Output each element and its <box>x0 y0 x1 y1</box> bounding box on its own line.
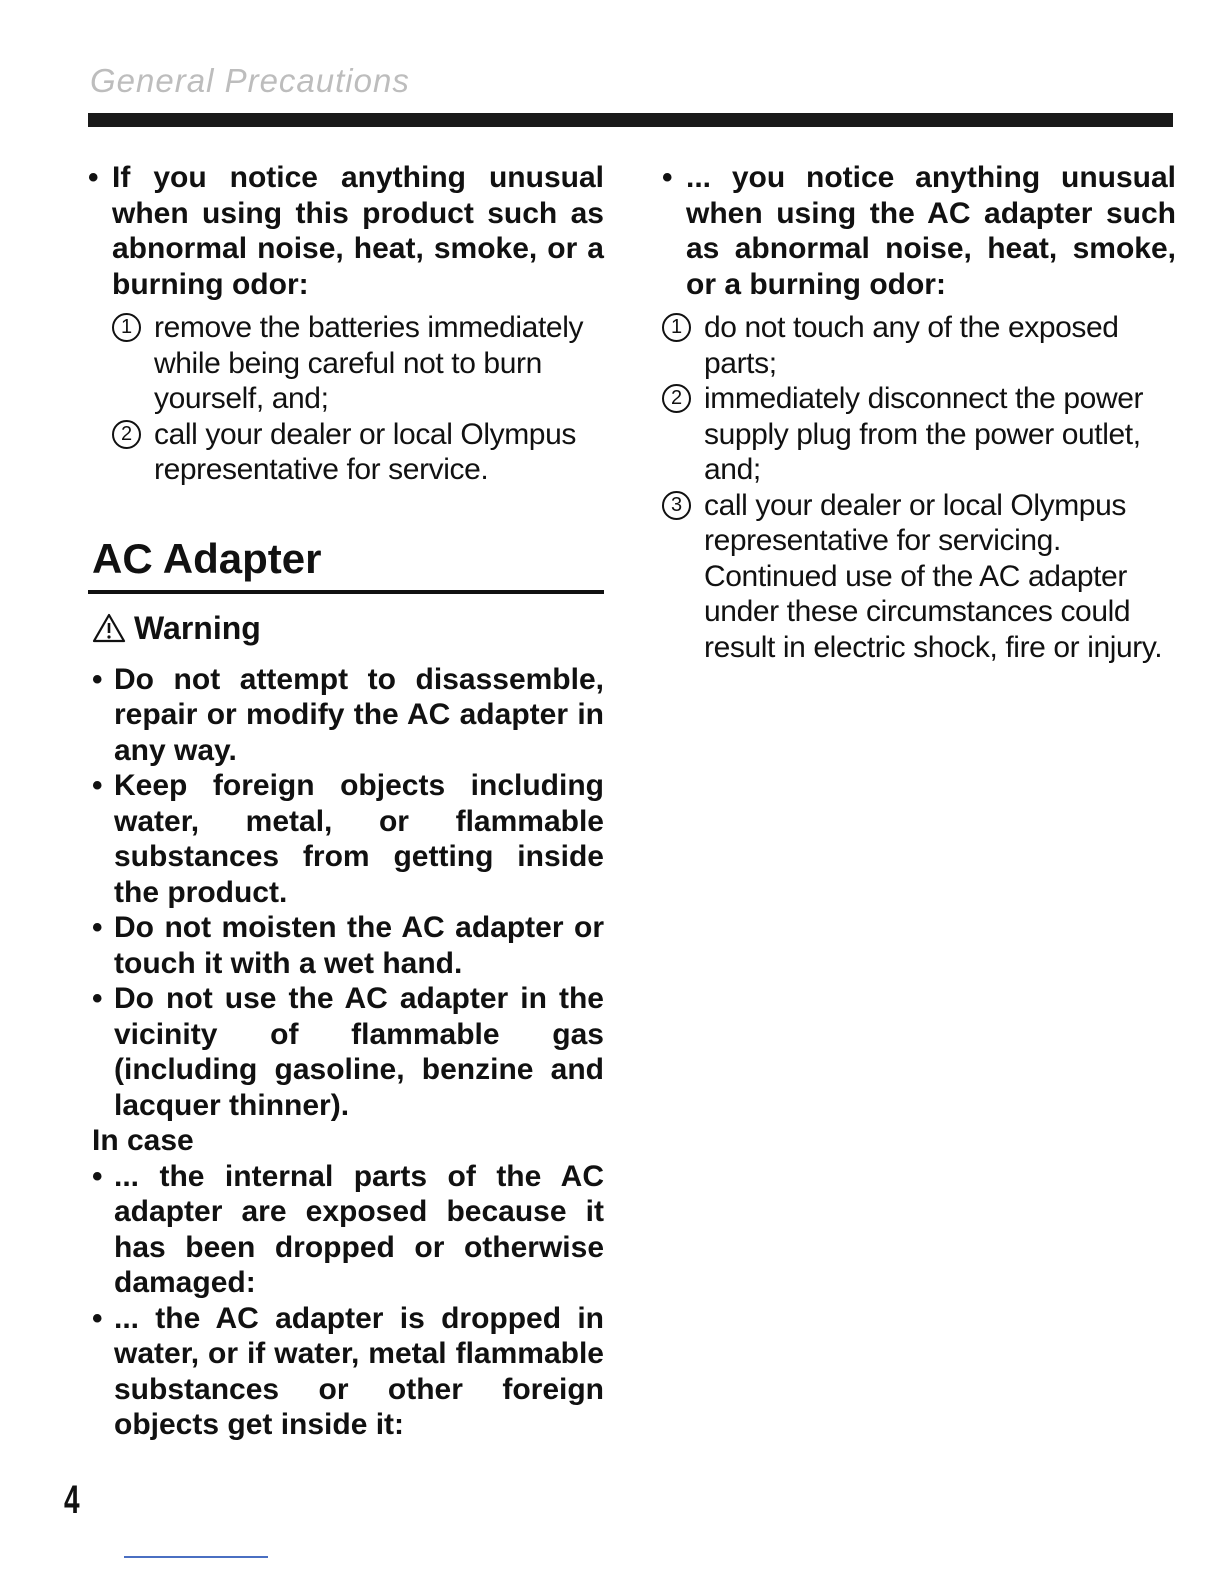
step-item <box>662 488 1176 666</box>
step-text: call your dealer or local Olympus representative for servicing. Continued use of the AC adapter under these circumstances could result in electric shock, fire or injury. <box>704 488 1163 664</box>
bullet: • <box>92 662 103 696</box>
step-item <box>662 310 1176 381</box>
in-case-item <box>88 1301 604 1443</box>
step-list <box>662 310 1176 665</box>
left-column <box>88 160 604 1443</box>
step-item <box>88 310 604 417</box>
intro-text: ... you notice anything unusual when using the AC adapter such as abnormal noise, heat, smoke, or a burning odor: <box>686 161 1176 301</box>
page-header-title: General Precautions <box>90 62 410 99</box>
warning-item <box>88 981 604 1123</box>
in-case-text: ... the AC adapter is dropped in water, or if water, metal flammable substances or other foreign objects get inside it: <box>114 1301 604 1441</box>
section-title: AC Adapter <box>88 534 604 594</box>
bullet: • <box>662 161 673 194</box>
intro-paragraph <box>662 160 1176 302</box>
warning-list <box>88 662 604 1443</box>
in-case-text: ... the internal parts of the AC adapter are exposed because it has been dropped or otherwise damaged: <box>114 1159 604 1299</box>
step-text: do not touch any of the exposed parts; <box>704 311 1119 380</box>
bullet: • <box>92 911 103 944</box>
step-text: immediately disconnect the power supply plug from the power outlet, and; <box>704 382 1144 486</box>
page-number: 4 <box>64 1478 80 1522</box>
bullet: • <box>92 1159 103 1193</box>
warning-text: Do not use the AC adapter in the vicinity of flammable gas (including gasoline, benzine and lacquer thinner). <box>114 982 604 1122</box>
bullet: • <box>92 982 103 1015</box>
intro-paragraph <box>88 160 604 302</box>
bottom-rule <box>124 1556 268 1558</box>
circled-number: 2 <box>112 420 141 449</box>
warning-item <box>88 662 604 769</box>
right-column <box>662 160 1176 665</box>
circled-number: 2 <box>662 384 691 413</box>
warning-text: Do not moisten the AC adapter or touch it with a wet hand. <box>114 911 604 980</box>
warning-triangle-icon <box>92 613 126 643</box>
intro-text: If you notice anything unusual when using this product such as abnormal noise, heat, smoke, or a burning odor: <box>112 161 604 301</box>
warning-text: Do not attempt to disassemble, repair or modify the AC adapter in any way. <box>114 662 604 767</box>
step-list <box>88 310 604 488</box>
step-item <box>88 417 604 488</box>
circled-number: 1 <box>112 313 141 342</box>
warning-heading <box>88 608 604 648</box>
circled-number: 3 <box>662 491 691 520</box>
bullet: • <box>88 161 99 194</box>
warning-item <box>88 910 604 981</box>
bullet: • <box>92 1301 103 1335</box>
warning-item <box>88 768 604 910</box>
bullet: • <box>92 769 103 802</box>
step-text: remove the batteries immediately while being careful not to burn yourself, and; <box>154 311 584 415</box>
circled-number: 1 <box>662 313 691 342</box>
header-rule <box>88 113 1173 127</box>
in-case-label: In case <box>92 1124 194 1157</box>
step-text: call your dealer or local Olympus representative for service. <box>154 417 576 486</box>
in-case-item <box>88 1159 604 1301</box>
step-item <box>662 381 1176 488</box>
warning-label: Warning <box>134 609 261 646</box>
warning-text: Keep foreign objects including water, metal, or flammable substances from getting inside the product. <box>114 769 604 909</box>
